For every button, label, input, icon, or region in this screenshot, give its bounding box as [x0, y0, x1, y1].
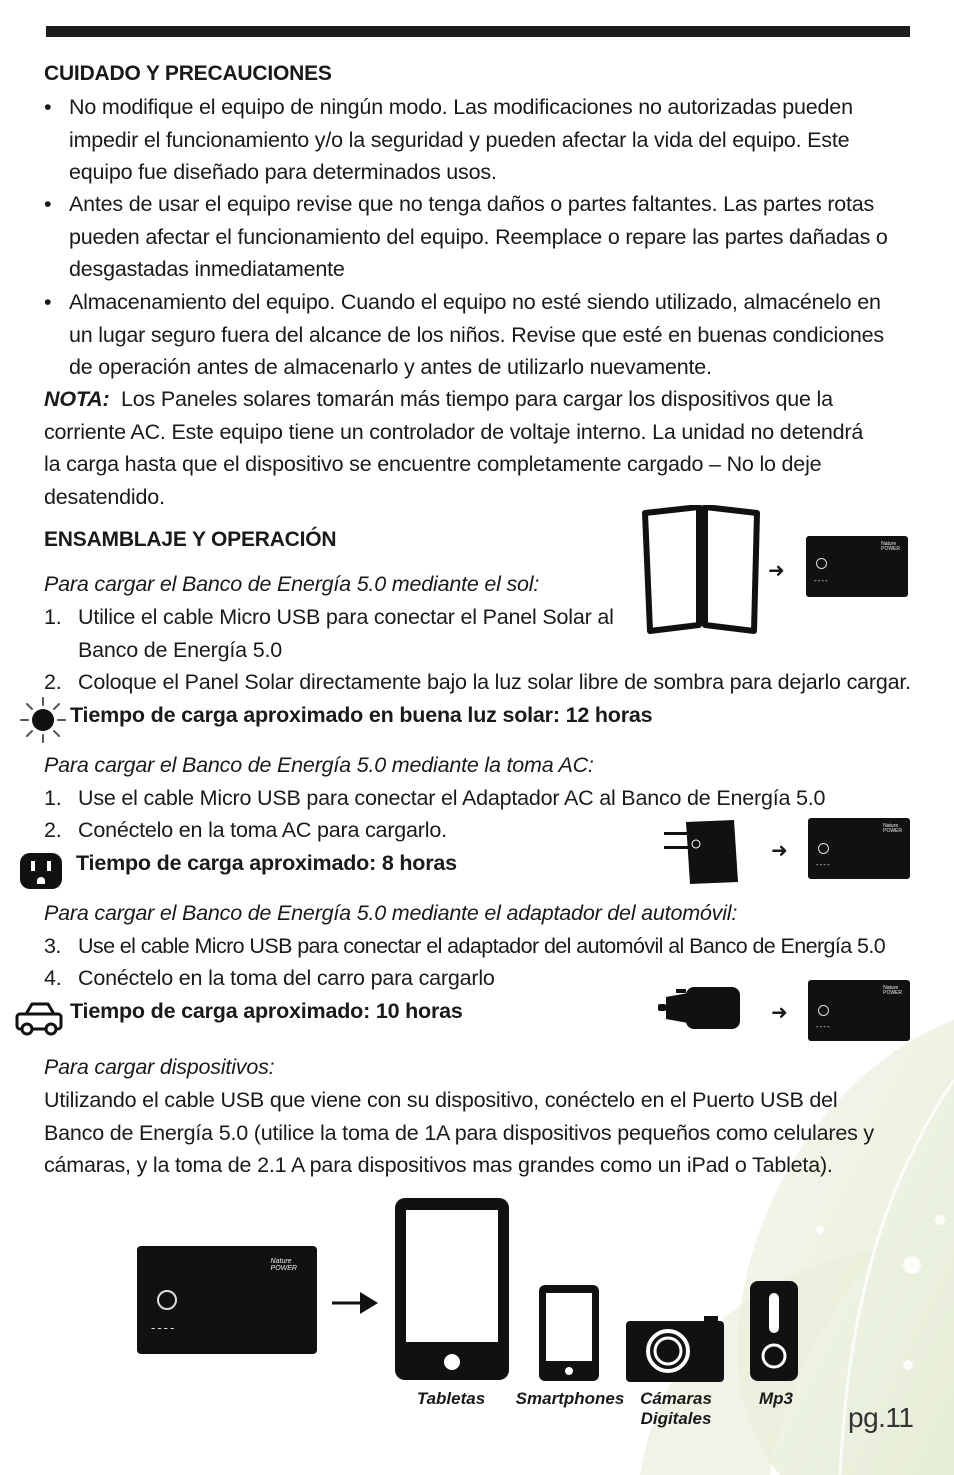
arrow-right-icon: ➜ — [771, 840, 788, 862]
ac-charge-time: Tiempo de carga aproximado: 8 horas — [76, 851, 457, 875]
ac-step-2: 2. Conéctelo en la toma AC para cargarlo. — [44, 818, 447, 842]
section-title-assembly: ENSAMBLAJE Y OPERACIÓN — [44, 528, 337, 551]
car-step-4: 4. Conéctelo en la toma del carro para cargarlo — [44, 966, 495, 990]
sun-icon — [18, 695, 68, 745]
arrow-right-icon: ➜ — [768, 560, 785, 582]
camera-icon — [624, 1314, 726, 1384]
outlet-icon — [18, 851, 64, 891]
car-icon — [14, 998, 64, 1038]
caption-mp3: Mp3 — [759, 1389, 793, 1408]
tablet-icon — [393, 1196, 511, 1382]
caption-tablet: Tabletas — [416, 1389, 486, 1408]
car-step-3: 3. Use el cable Micro USB para conectar el adaptador del automóvil al Banco de Energía 5.0 — [44, 934, 886, 958]
top-rule — [46, 26, 910, 37]
power-bank-large-image: Nature POWER ---- — [137, 1246, 317, 1354]
power-button-icon — [818, 843, 829, 854]
car-heading: Para cargar el Banco de Energía 5.0 mediante el adaptador del automóvil: — [44, 901, 738, 925]
power-bank-image: Nature POWER ---- — [808, 980, 910, 1041]
power-bank-image: Nature POWER ---- — [806, 536, 908, 597]
section-title-care: CUIDADO Y PRECAUCIONES — [44, 62, 332, 85]
solar-heading: Para cargar el Banco de Energía 5.0 mediante el sol: — [44, 572, 540, 596]
devices-paragraph: Utilizando el cable USB que viene con su dispositivo, conéctelo en el Puerto USB del Banco de Energía 5.0 (utilice la toma de 1A para dispositivos pequeños como celulares y cámaras, y la toma de 2.1 A para dispositivos mas grandes como un iPad o Tableta). — [44, 1088, 874, 1177]
ac-adapter-icon — [664, 818, 740, 886]
note-label: NOTA: — [44, 387, 110, 411]
arrow-right-icon: ➜ — [771, 1002, 788, 1024]
bullet-dot: • — [44, 192, 52, 216]
caption-camera: Cámaras Digitales — [640, 1389, 712, 1428]
power-button-icon — [818, 1005, 829, 1016]
power-bank-image: Nature POWER ---- — [808, 818, 910, 879]
ac-step-1: 1. Use el cable Micro USB para conectar el Adaptador AC al Banco de Energía 5.0 — [44, 786, 826, 810]
note-paragraph: NOTA: Los Paneles solares tomarán más tiempo para cargar los dispositivos que la corriente AC. Este equipo tiene un controlador de voltaje interno. La unidad no detendrá la carga hasta que el dispositivo se encuentre completamente cargado – No lo deje desatendido. — [44, 387, 864, 509]
solar-step-1: 1. Utilice el cable Micro USB para conectar el Panel Solar al Banco de Energía 5.0 — [44, 605, 614, 662]
smartphone-icon — [537, 1283, 601, 1383]
power-button-icon — [816, 558, 827, 569]
solar-charge-time: Tiempo de carga aproximado en buena luz solar: 12 horas — [70, 703, 653, 727]
bullet-dot: • — [44, 290, 52, 314]
arrow-right-icon — [330, 1288, 380, 1318]
caption-smartphone: Smartphones — [515, 1389, 625, 1408]
car-charge-time: Tiempo de carga aproximado: 10 horas — [70, 999, 463, 1023]
mp3-icon — [748, 1279, 800, 1383]
car-adapter-icon — [656, 985, 744, 1031]
power-button-icon — [157, 1290, 177, 1310]
page-number: pg.11 — [848, 1402, 914, 1433]
solar-step-2: 2. Coloque el Panel Solar directamente bajo la luz solar libre de sombra para dejarlo cargar. — [44, 670, 911, 694]
bullet-dot: • — [44, 95, 52, 119]
devices-heading: Para cargar dispositivos: — [44, 1055, 275, 1079]
solar-panel-icon — [642, 505, 762, 635]
ac-heading: Para cargar el Banco de Energía 5.0 mediante la toma AC: — [44, 753, 594, 777]
